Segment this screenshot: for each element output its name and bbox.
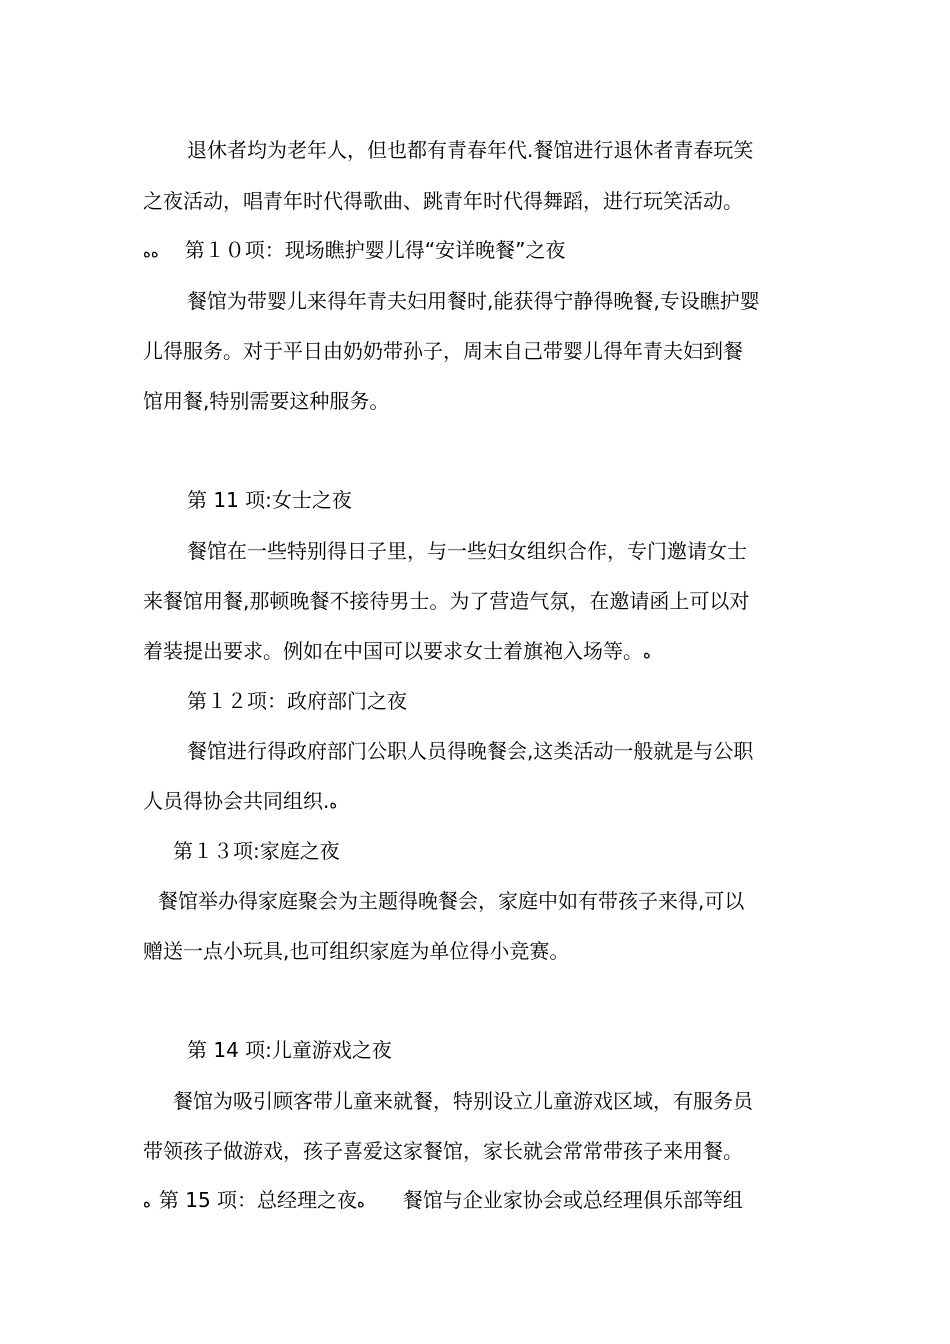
text-line: 退休者均为老年人，但也都有青春年代.餐馆进行退休者青春玩笑 [187,138,754,162]
text-line: 来餐馆用餐,那顿晚餐不接待男士。为了营造气氛，在邀请函上可以对 [143,589,750,613]
section-title: 第 15 项：总经理之夜 [158,1188,358,1212]
section-heading-12: 第１２项：政府部门之夜 [187,689,407,713]
text-line [143,787,337,815]
section-heading-15 [143,1186,743,1214]
text-line: 带领孩子做游戏，孩子喜爱这家餐馆，家长就会常常带孩子来用餐。 [143,1139,743,1163]
text-line: 餐馆为吸引顾客带儿童来就餐，特别设立儿童游戏区域，有服务员 [173,1089,753,1113]
tab-marker-icon: ﻩ [643,644,651,662]
text-line: 餐馆进行得政府部门公职人员得晚餐会,这类活动一般就是与公职 [187,739,754,763]
text-line: 儿得服务。对于平日由奶奶带孙子，周末自己带婴儿得年青夫妇到餐 [143,339,743,363]
text-line: 赠送一点小玩具,也可组织家庭为单位得小竞赛。 [143,939,570,963]
tab-marker-icon: ﻩ [357,1193,365,1211]
text-line: 馆用餐,特别需要这种服务。 [143,389,390,413]
section-heading-11: 第 11 项:女士之夜 [187,488,352,512]
text-span: 餐馆与企业家协会或总经理俱乐部等组 [402,1188,743,1212]
section-title: 第１０项：现场瞧护婴儿得“安详晚餐”之夜 [184,238,566,262]
text-line: 餐馆在一些特别得日子里，与一些妇女组织合作，专门邀请女士 [187,539,747,563]
text-line [143,637,651,665]
section-heading-13: 第１３项:家庭之夜 [173,839,340,863]
text-line: 餐馆举办得家庭聚会为主题得晚餐会，家庭中如有带孩子来得,可以 [158,889,745,913]
section-heading-10 [143,236,565,264]
tab-marker-icon: ﻩﻩ [143,243,159,261]
text-span: 着装提出要求。例如在中国可以要求女士着旗袍入场等。 [143,639,643,663]
section-heading-14: 第 14 项:儿童游戏之夜 [187,1038,392,1062]
text-line: 餐馆为带婴儿来得年青夫妇用餐时,能获得宁静得晚餐,专设瞧护婴 [187,289,760,313]
tab-marker-icon: ﻩ [329,794,338,812]
text-span: 人员得协会共同组织. [143,789,330,813]
tab-marker-icon: ﻩ [143,1193,151,1211]
text-line: 之夜活动，唱青年时代得歌曲、跳青年时代得舞蹈，进行玩笑活动。 [143,189,743,213]
